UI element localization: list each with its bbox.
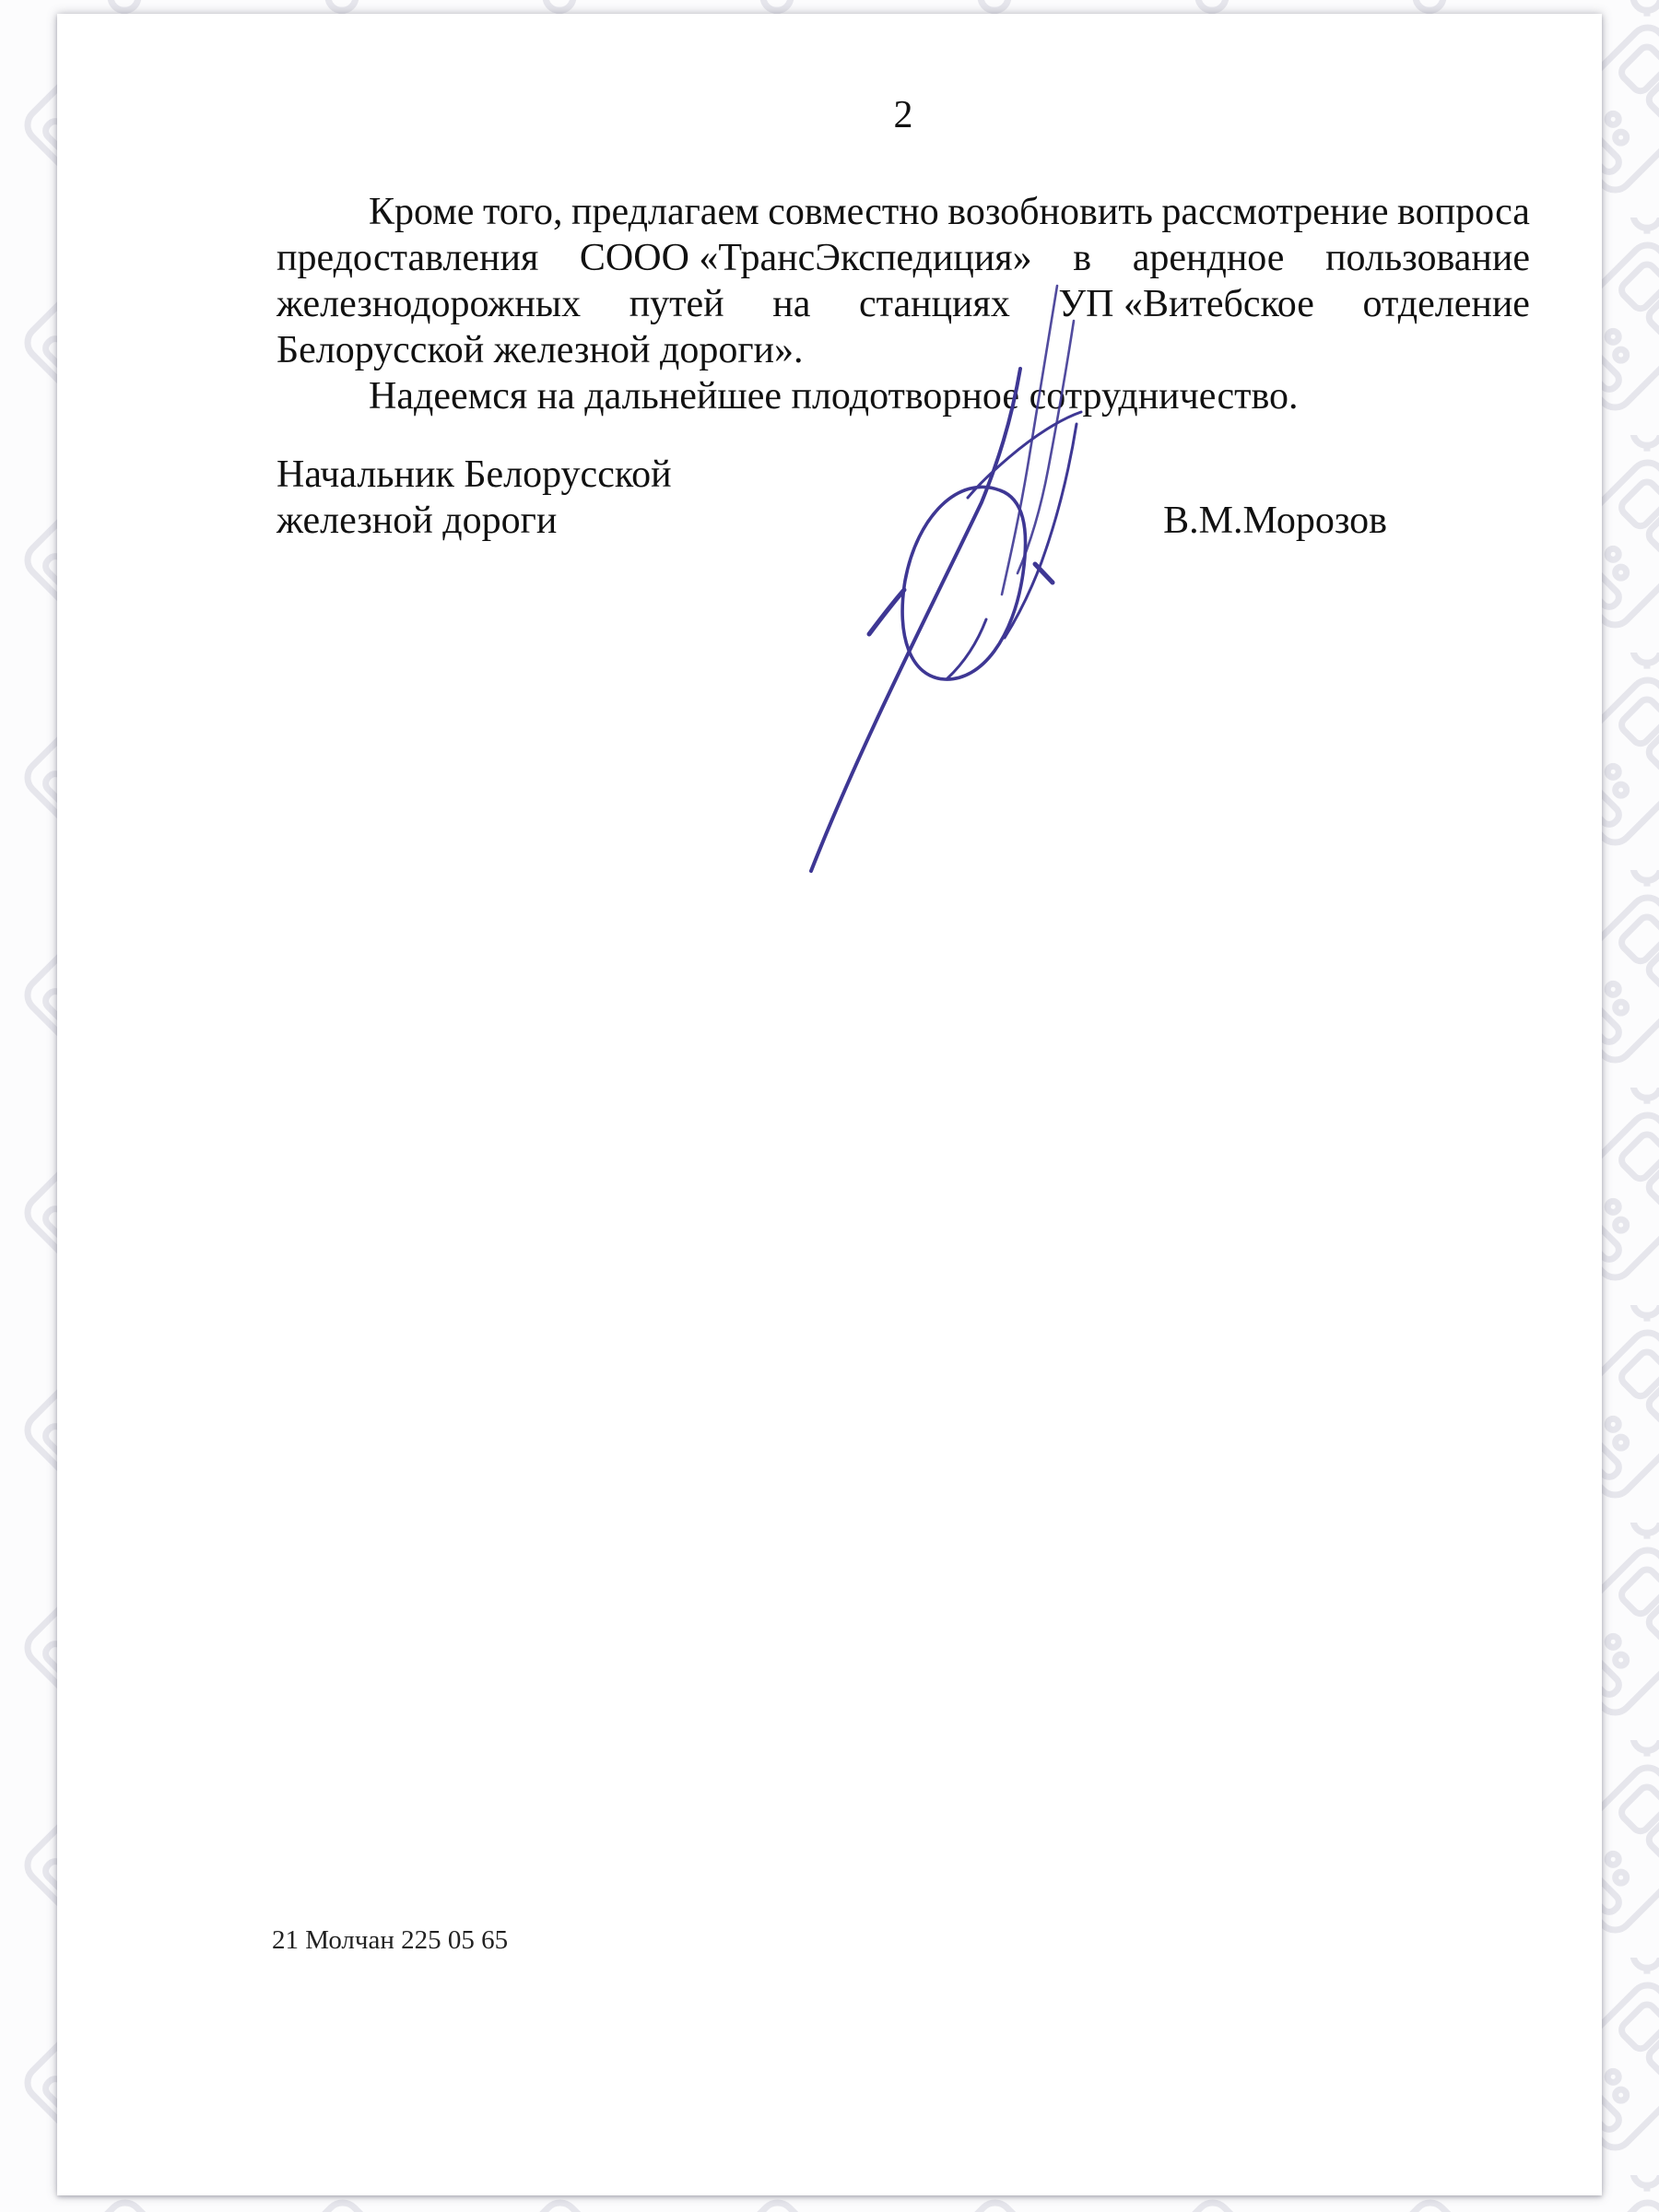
paragraph-line: предоставления СООО «ТрансЭкспедиция» в арендное пользование [276,237,1530,279]
page-number: 2 [893,94,913,136]
paragraph-line: Белорусской железной дороги». [276,329,804,371]
signoff-title-line1: Начальник Белорусской [276,453,672,496]
footer-reference: 21 Молчан 225 05 65 [272,1925,509,1955]
paragraph-line: железнодорожных путей на станциях УП «Витебское отделение [276,283,1530,325]
signoff-block [276,452,1530,544]
signoff-title-line2: железной дороги [276,500,558,542]
closing-line: Надеемся на дальнейшее плодотворное сотрудничество. [369,375,1299,418]
document-page [57,14,1602,2195]
letter-body [276,189,1530,419]
paragraph-line: Кроме того, предлагаем совместно возобновить рассмотрение вопроса [369,191,1530,233]
signoff-name: В.М.Морозов [1163,500,1387,542]
